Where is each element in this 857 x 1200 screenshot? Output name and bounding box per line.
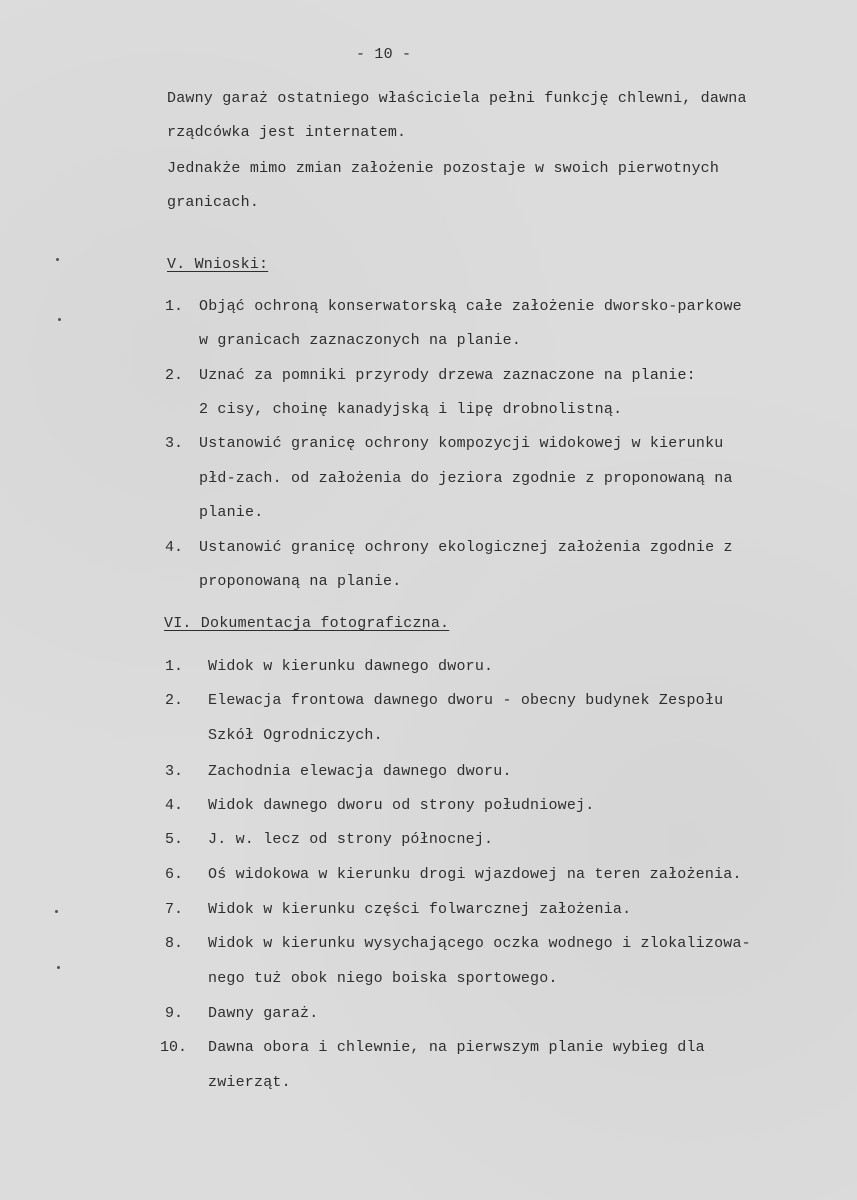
list-item-line: 2 cisy, choinę kanadyjską i lipę drobnolistną. bbox=[199, 401, 623, 418]
list-item-number: 6. bbox=[165, 866, 184, 883]
list-item-line: Uznać za pomniki przyrody drzewa zaznaczone na planie: bbox=[199, 367, 696, 384]
page-number: - 10 - bbox=[356, 46, 412, 63]
scan-speck bbox=[56, 258, 59, 261]
section-heading-dokumentacja: VI. Dokumentacja fotograficzna. bbox=[164, 615, 450, 632]
list-item-number: 2. bbox=[165, 692, 184, 709]
list-item-line: Zachodnia elewacja dawnego dworu. bbox=[208, 763, 512, 780]
scan-speck bbox=[55, 910, 58, 913]
list-item-line: w granicach zaznaczonych na planie. bbox=[199, 332, 522, 349]
list-item-line: Widok w kierunku wysychającego oczka wodnego i zlokalizowa- bbox=[208, 935, 751, 952]
list-item-line: Widok w kierunku części folwarcznej założenia. bbox=[208, 901, 632, 918]
list-item-number: 5. bbox=[165, 831, 184, 848]
list-item-line: płd-zach. od założenia do jeziora zgodnie z proponowaną na bbox=[199, 470, 733, 487]
list-item-line: Ustanowić granicę ochrony ekologicznej założenia zgodnie z bbox=[199, 539, 733, 556]
list-item-number: 7. bbox=[165, 901, 184, 918]
list-item-number: 3. bbox=[165, 435, 184, 452]
intro-line: Dawny garaż ostatniego właściciela pełni funkcję chlewni, dawna bbox=[167, 90, 747, 107]
scan-speck bbox=[57, 966, 60, 969]
list-item-line: Objąć ochroną konserwatorską całe założenie dworsko-parkowe bbox=[199, 298, 742, 315]
list-item-line: zwierząt. bbox=[208, 1074, 291, 1091]
intro-line: rządcówka jest internatem. bbox=[167, 124, 407, 141]
intro-line: Jednakże mimo zmian założenie pozostaje w swoich pierwotnych bbox=[167, 160, 720, 177]
section-heading-wnioski: V. Wnioski: bbox=[167, 256, 269, 273]
list-item-line: Oś widokowa w kierunku drogi wjazdowej na teren założenia. bbox=[208, 866, 742, 883]
list-item-line: Widok dawnego dworu od strony południowej. bbox=[208, 797, 595, 814]
list-item-number: 10. bbox=[160, 1039, 188, 1056]
list-item-line: Dawna obora i chlewnie, na pierwszym planie wybieg dla bbox=[208, 1039, 705, 1056]
list-item-number: 1. bbox=[165, 658, 184, 675]
list-item-number: 3. bbox=[165, 763, 184, 780]
list-item-line: nego tuż obok niego boiska sportowego. bbox=[208, 970, 558, 987]
list-item-line: Dawny garaż. bbox=[208, 1005, 319, 1022]
list-item-number: 2. bbox=[165, 367, 184, 384]
list-item-number: 4. bbox=[165, 797, 184, 814]
list-item-number: 1. bbox=[165, 298, 184, 315]
list-item-line: Ustanowić granicę ochrony kompozycji widokowej w kierunku bbox=[199, 435, 724, 452]
list-item-number: 8. bbox=[165, 935, 184, 952]
scan-speck bbox=[58, 318, 61, 321]
list-item-line: proponowaną na planie. bbox=[199, 573, 402, 590]
intro-line: granicach. bbox=[167, 194, 260, 211]
list-item-line: Widok w kierunku dawnego dworu. bbox=[208, 658, 494, 675]
list-item-line: Szkół Ogrodniczych. bbox=[208, 727, 383, 744]
list-item-line: J. w. lecz od strony północnej. bbox=[208, 831, 494, 848]
list-item-number: 4. bbox=[165, 539, 184, 556]
list-item-line: Elewacja frontowa dawnego dworu - obecny budynek Zespołu bbox=[208, 692, 724, 709]
list-item-number: 9. bbox=[165, 1005, 184, 1022]
list-item-line: planie. bbox=[199, 504, 264, 521]
